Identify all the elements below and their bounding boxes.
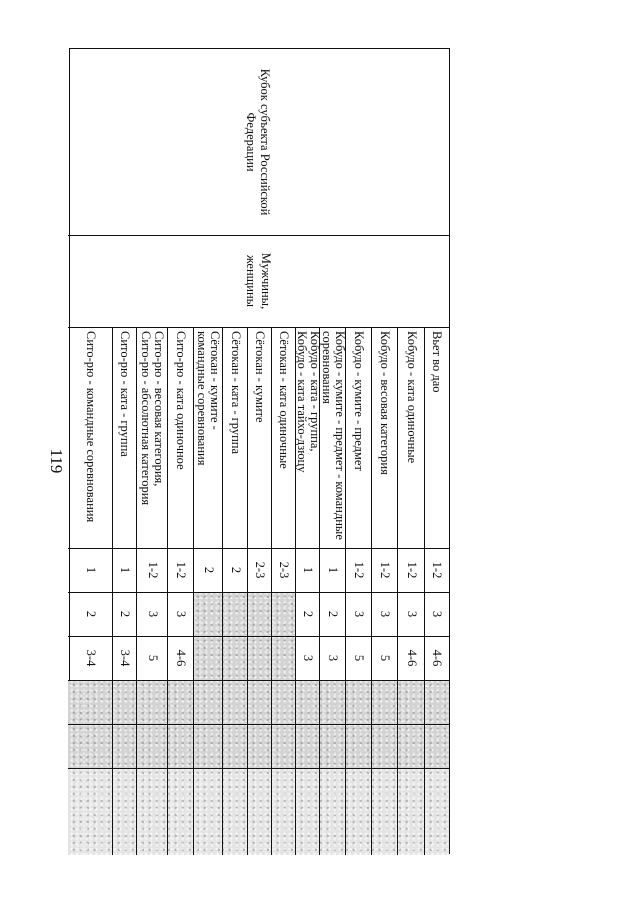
shaded-cell <box>346 724 372 768</box>
place-value: 1 <box>326 566 341 574</box>
place-value: 3-4 <box>84 649 98 667</box>
place-value: 1-2 <box>430 561 445 579</box>
place-cell-c2 <box>248 592 272 636</box>
place-value: 1-2 <box>174 561 189 579</box>
place-cell-c1 <box>168 548 194 592</box>
event-name: Сито-рю - весовая категория, Сито-рю - абсолютная категория <box>139 331 167 506</box>
place-cell-c1 <box>398 548 425 592</box>
event-name: Кобудо - кумите - предмет <box>352 331 367 471</box>
place-cell-c3 <box>223 636 248 680</box>
shaded-cell <box>168 680 194 724</box>
place-value: 3 <box>378 610 393 618</box>
event-name-cell <box>272 327 296 548</box>
place-value: 1-2 <box>352 561 367 579</box>
place-value: 1-2 <box>405 561 419 579</box>
place-cell-c1 <box>194 548 223 592</box>
place-value: 1-2 <box>146 561 160 579</box>
place-cell-c2 <box>194 592 223 636</box>
shaded-cell <box>372 680 398 724</box>
place-value: 5 <box>352 654 367 662</box>
shaded-cell <box>372 724 398 768</box>
place-cell-c1 <box>68 548 113 592</box>
shaded-cell <box>346 768 372 855</box>
competition-cell <box>68 49 449 235</box>
place-value: 3 <box>326 654 341 662</box>
place-cell-c3 <box>68 636 113 680</box>
place-value: 2 <box>118 610 133 618</box>
place-cell-c1 <box>320 548 346 592</box>
place-cell-c2 <box>223 592 248 636</box>
shaded-cell <box>137 768 168 855</box>
shaded-cell <box>248 768 272 855</box>
place-value: 3-4 <box>118 649 133 667</box>
shaded-cell <box>168 724 194 768</box>
event-name: Кобудо - кумите - предмет - командные соревнования <box>320 331 347 540</box>
place-value: 3 <box>430 610 445 618</box>
shaded-cell <box>425 768 449 855</box>
shaded-cell <box>425 724 449 768</box>
shaded-cell <box>194 680 223 724</box>
place-cell-c3 <box>398 636 425 680</box>
event-name-cell <box>248 327 272 548</box>
event-name-cell <box>372 327 398 548</box>
place-cell-c1 <box>137 548 168 592</box>
place-cell-c2 <box>372 592 398 636</box>
place-value: 2 <box>326 610 341 618</box>
event-name: Кобудо - весовая категория <box>378 331 393 475</box>
shaded-cell <box>346 680 372 724</box>
shaded-cell <box>398 680 425 724</box>
shaded-cell <box>68 768 113 855</box>
competition-label: Кубок субъекта Российской Федерации <box>244 68 273 216</box>
event-name-cell <box>68 327 113 548</box>
place-value: 2 <box>202 566 216 574</box>
shaded-cell <box>296 768 320 855</box>
event-name: Сётокан - кумите <box>253 331 268 423</box>
place-cell-c2 <box>346 592 372 636</box>
shaded-cell <box>137 680 168 724</box>
shaded-cell <box>68 680 113 724</box>
place-cell-c2 <box>398 592 425 636</box>
place-value: 1 <box>84 566 98 574</box>
place-cell-c2 <box>425 592 449 636</box>
place-cell-c3 <box>137 636 168 680</box>
place-value: 2 <box>229 566 243 574</box>
shaded-cell <box>194 724 223 768</box>
place-cell-c1 <box>248 548 272 592</box>
place-value: 3 <box>301 654 316 662</box>
place-cell-c3 <box>248 636 272 680</box>
place-value: 5 <box>378 654 393 662</box>
place-cell-c1 <box>272 548 296 592</box>
event-name: Сётокан - ката одиночные <box>277 331 292 469</box>
place-cell-c2 <box>137 592 168 636</box>
place-value: 1 <box>118 566 133 574</box>
place-value: 1 <box>301 566 316 574</box>
place-cell-c2 <box>168 592 194 636</box>
shaded-cell <box>296 680 320 724</box>
event-name: Сито-рю - ката - группа <box>118 331 133 457</box>
place-value: 2-3 <box>277 561 292 579</box>
shaded-cell <box>248 680 272 724</box>
place-value: 3 <box>146 610 160 618</box>
event-name-cell <box>223 327 248 548</box>
event-name-cell <box>346 327 372 548</box>
age-group-label: Мужчины, женщины <box>244 252 274 310</box>
event-name-cell <box>425 327 449 548</box>
shaded-cell <box>372 768 398 855</box>
page-number: 119 <box>47 448 66 474</box>
shaded-cell <box>398 724 425 768</box>
shaded-cell <box>113 724 137 768</box>
rotated-table-wrapper <box>69 48 450 854</box>
event-name: Сётокан - кумите - командные соревнования <box>195 331 223 466</box>
place-value: 3 <box>405 610 419 618</box>
shaded-cell <box>223 680 248 724</box>
place-value: 4-6 <box>405 649 419 667</box>
place-cell-c3 <box>346 636 372 680</box>
place-value: 2 <box>301 610 316 618</box>
place-cell-c2 <box>320 592 346 636</box>
event-name-cell <box>296 327 320 548</box>
event-name: Сито-рю - ката одиночное <box>174 331 189 470</box>
shaded-cell <box>68 724 113 768</box>
shaded-cell <box>248 724 272 768</box>
place-cell-c3 <box>194 636 223 680</box>
age-group-cell <box>68 235 449 327</box>
shaded-cell <box>272 724 296 768</box>
place-cell-c2 <box>113 592 137 636</box>
place-cell-c1 <box>296 548 320 592</box>
place-cell-c3 <box>320 636 346 680</box>
shaded-cell <box>320 768 346 855</box>
shaded-cell <box>223 768 248 855</box>
event-name-cell <box>320 327 346 548</box>
shaded-cell <box>425 680 449 724</box>
place-cell-c3 <box>372 636 398 680</box>
shaded-cell <box>194 768 223 855</box>
shaded-cell <box>296 724 320 768</box>
place-value: 3 <box>174 610 189 618</box>
shaded-cell <box>320 680 346 724</box>
place-cell-c3 <box>168 636 194 680</box>
place-cell-c3 <box>296 636 320 680</box>
event-name: Вьет во дао <box>430 331 445 393</box>
event-name: Сётокан - ката - группа <box>229 331 243 455</box>
place-cell-c2 <box>296 592 320 636</box>
place-value: 1-2 <box>378 561 393 579</box>
place-cell-c1 <box>372 548 398 592</box>
place-cell-c1 <box>113 548 137 592</box>
shaded-cell <box>113 680 137 724</box>
shaded-cell <box>168 768 194 855</box>
event-name-cell <box>194 327 223 548</box>
event-name: Кобудо - ката одиночные <box>405 331 419 464</box>
shaded-cell <box>272 680 296 724</box>
shaded-cell <box>223 724 248 768</box>
place-value: 2 <box>84 610 98 618</box>
event-name-cell <box>168 327 194 548</box>
event-name-cell <box>137 327 168 548</box>
event-name: Сито-рю - командные соревнования <box>84 331 98 523</box>
place-cell-c1 <box>425 548 449 592</box>
place-cell-c2 <box>68 592 113 636</box>
place-value: 5 <box>146 654 160 662</box>
place-value: 2-3 <box>253 561 268 579</box>
place-cell-c3 <box>425 636 449 680</box>
place-value: 4-6 <box>430 649 445 667</box>
shaded-cell <box>113 768 137 855</box>
rotated-table <box>69 48 450 854</box>
place-cell-c2 <box>272 592 296 636</box>
place-cell-c3 <box>113 636 137 680</box>
place-cell-c1 <box>223 548 248 592</box>
place-cell-c3 <box>272 636 296 680</box>
shaded-cell <box>398 768 425 855</box>
event-name: Кобудо - ката - группа, Кобудо - ката тайхо-дзюцу <box>295 331 322 473</box>
event-name-cell <box>113 327 137 548</box>
place-value: 3 <box>352 610 367 618</box>
event-name-cell <box>398 327 425 548</box>
table-grid <box>69 48 450 854</box>
place-value: 4-6 <box>174 649 189 667</box>
shaded-cell <box>272 768 296 855</box>
shaded-cell <box>320 724 346 768</box>
shaded-cell <box>137 724 168 768</box>
place-cell-c1 <box>346 548 372 592</box>
